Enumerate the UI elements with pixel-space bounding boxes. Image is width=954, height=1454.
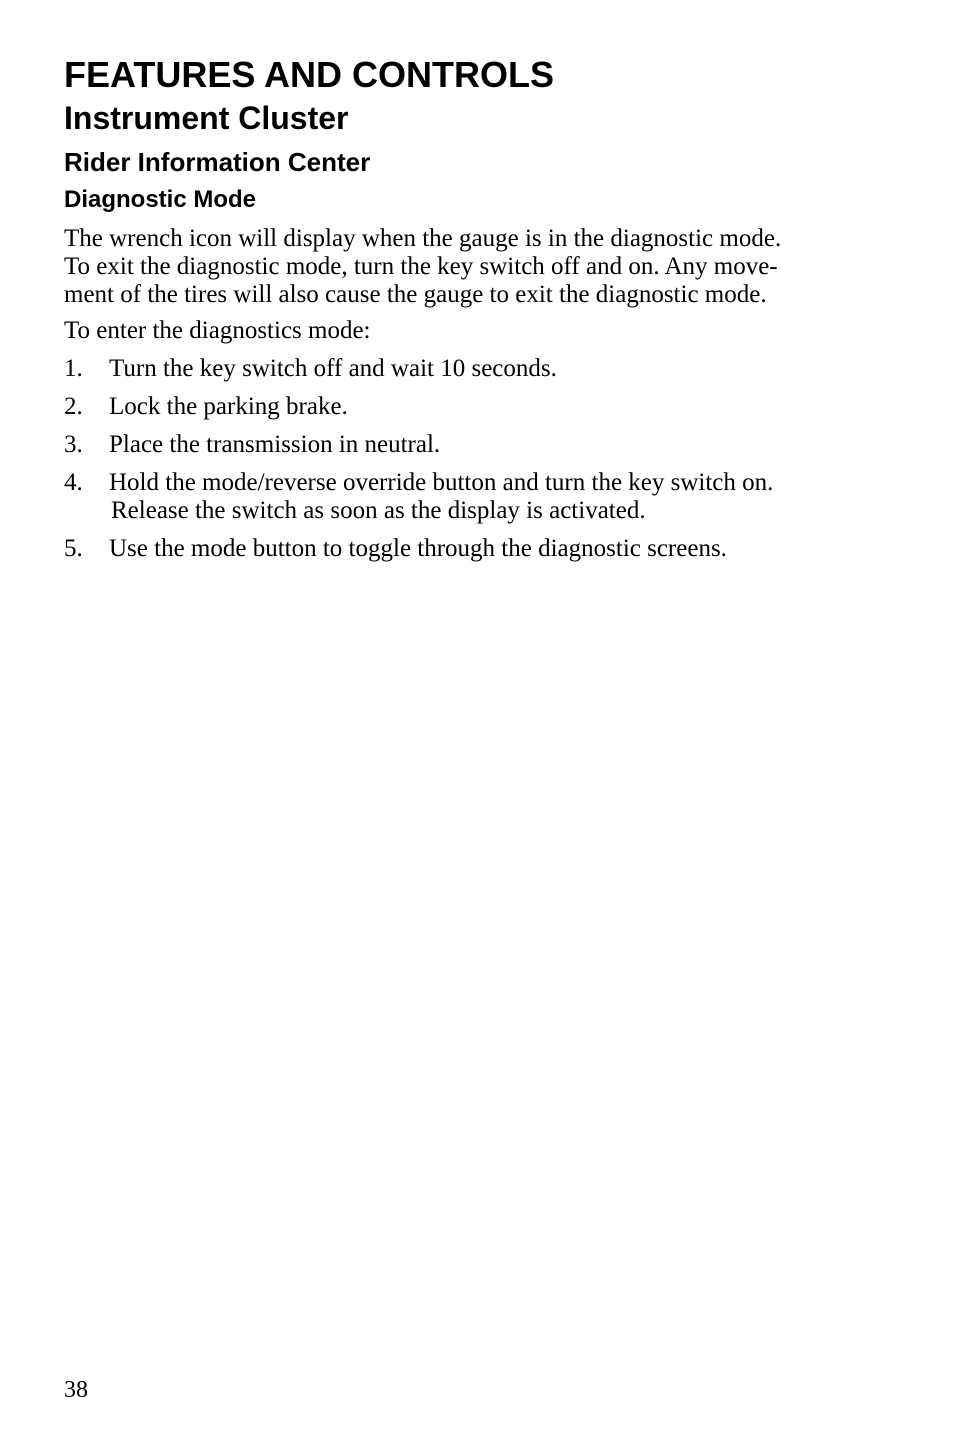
steps-intro: To enter the diagnostics mode: (64, 317, 371, 344)
step-number: 3. (64, 431, 83, 458)
list-item (64, 431, 894, 459)
step-number: 2. (64, 393, 83, 420)
step-text: Turn the key switch off and wait 10 seconds. (109, 355, 557, 382)
step-text: Hold the mode/reverse override button and turn the key switch on. (109, 469, 774, 496)
step-text: Lock the parking brake. (109, 393, 348, 420)
list-item (64, 469, 894, 525)
page-number: 38 (64, 1377, 88, 1403)
topic-heading: Diagnostic Mode (64, 186, 257, 213)
step-number: 4. (64, 469, 83, 496)
step-text-continued: Release the switch as soon as the display is activated. (111, 497, 646, 524)
section-heading: Instrument Cluster (64, 100, 349, 136)
steps-list (64, 355, 894, 573)
step-number: 1. (64, 355, 83, 382)
subsection-heading: Rider Information Center (64, 147, 371, 177)
list-item (64, 393, 894, 421)
description-paragraph (64, 225, 864, 309)
step-text: Place the transmission in neutral. (109, 431, 441, 458)
paragraph-line: The wrench icon will display when the gauge is in the diagnostic mode. (64, 225, 782, 252)
chapter-heading: FEATURES AND CONTROLS (64, 54, 554, 95)
paragraph-line: ment of the tires will also cause the gauge to exit the diagnostic mode. (64, 281, 767, 308)
step-text: Use the mode button to toggle through the diagnostic screens. (109, 535, 727, 562)
list-item (64, 535, 894, 563)
paragraph-line: To exit the diagnostic mode, turn the key switch off and on. Any move- (64, 253, 778, 280)
list-item (64, 355, 894, 383)
step-number: 5. (64, 535, 83, 562)
